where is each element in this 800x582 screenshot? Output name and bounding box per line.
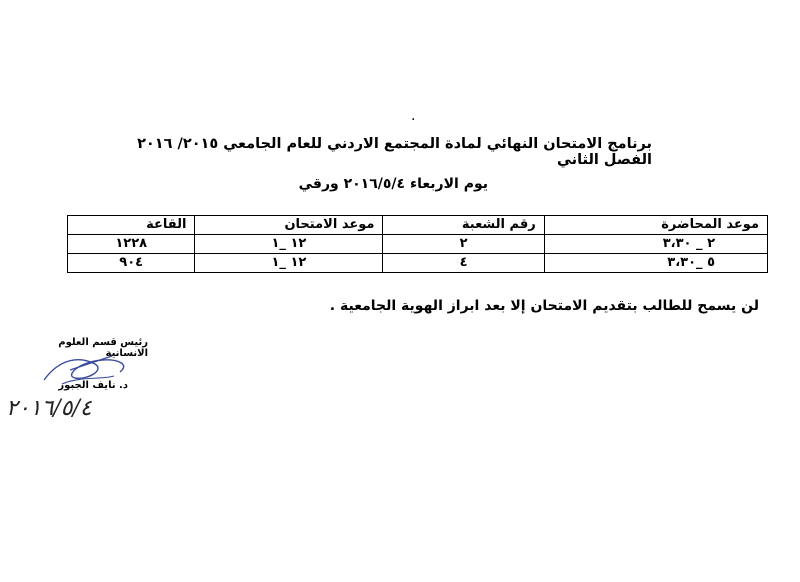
cell-exam-time: ١٢ _١ bbox=[195, 254, 383, 273]
exam-schedule-table bbox=[67, 215, 768, 273]
cell-section-number: ٢ bbox=[383, 235, 544, 254]
table-header-row bbox=[68, 216, 768, 235]
cell-section-number: ٤ bbox=[383, 254, 544, 273]
cell-exam-time: ١٢ _١ bbox=[195, 235, 383, 254]
cell-lecture-time: ٢ _ ٣،٣٠ bbox=[544, 235, 767, 254]
cell-hall: ٩٠٤ bbox=[68, 254, 195, 273]
header-hall: القاعة bbox=[68, 216, 195, 235]
header-section-number: رقم الشعبة bbox=[383, 216, 544, 235]
handwritten-date: ٢٠١٦/٥/٤ bbox=[6, 396, 92, 421]
exam-date-line: يوم الاربعاء ٢٠١٦/٥/٤ ورقي bbox=[298, 176, 488, 192]
signatory-name: د. نايف الجبور bbox=[58, 380, 128, 391]
table-row bbox=[68, 254, 768, 273]
document-title: برنامج الامتحان النهائي لمادة المجتمع الاردني للعام الجامعي ٢٠١٥/ ٢٠١٦ الفصل الثاني bbox=[137, 136, 652, 168]
id-requirement-notice: لن يسمح للطالب بتقديم الامتحان إلا بعد ابراز الهوية الجامعية . bbox=[329, 298, 759, 314]
header-lecture-time: موعد المحاضرة bbox=[544, 216, 767, 235]
cell-lecture-time: ٥ _٣،٣٠ bbox=[544, 254, 767, 273]
stray-dot: . bbox=[411, 108, 416, 124]
table-row bbox=[68, 235, 768, 254]
cell-hall: ١٢٢٨ bbox=[68, 235, 195, 254]
header-exam-time: موعد الامتحان bbox=[195, 216, 383, 235]
signatory-role: رئيس قسم العلوم الانسانية bbox=[58, 337, 148, 359]
